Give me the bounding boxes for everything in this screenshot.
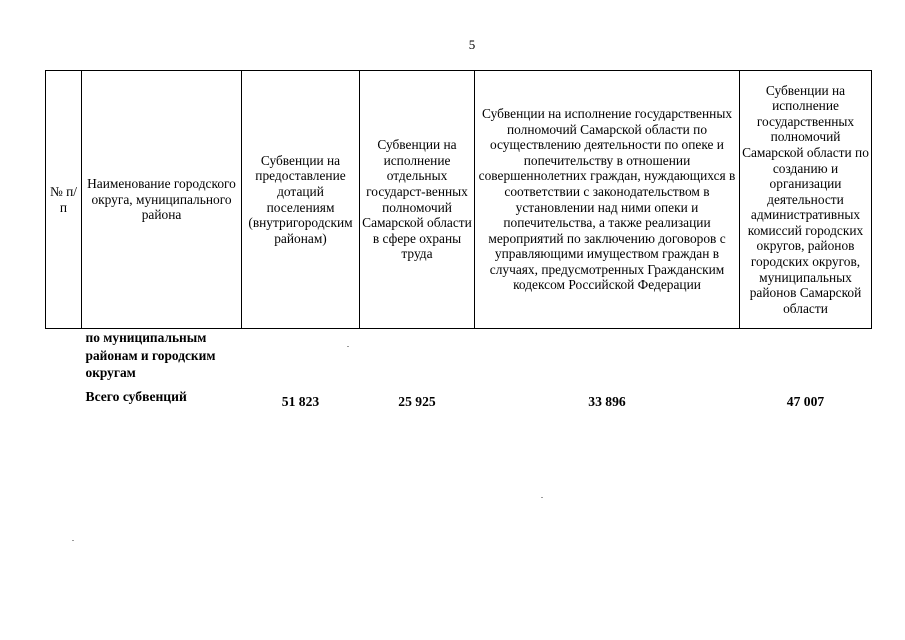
header-name: Наименование городского округа, муниципального района bbox=[82, 71, 242, 329]
header-subsidy-labor-protection: Субвенции на исполнение отдельных государст-венных полномочий Самарской области в сфере охраны труда bbox=[360, 71, 475, 329]
section-num-cell bbox=[46, 329, 82, 382]
total-subsidy-guardianship: 33 896 bbox=[588, 393, 626, 409]
section-label: по муниципальным районам и городским округам bbox=[85, 330, 216, 380]
total-num-cell bbox=[46, 388, 82, 411]
total-subsidy-labor-protection: 25 925 bbox=[398, 393, 436, 409]
header-subsidy-guardianship: Субвенции на исполнение государственных полномочий Самарской области по осуществлению деятельности по опеке и попечительству в отношении совершеннолетних граждан, нуждающихся в соответствии с законодательством в установлении над ними опеки и попечительства, а также реализации мероприятий по заключению договоров с управляющими имуществом граждан в случаях, предусмотренных Гражданским кодексом Российской Федерации bbox=[475, 71, 740, 329]
subventions-table bbox=[45, 70, 872, 410]
total-subsidy-settlements: 51 823 bbox=[281, 393, 320, 409]
header-subsidy-settlements: Субвенции на предоставление дотаций поселениям (внутригородским районам) bbox=[242, 71, 360, 329]
total-row bbox=[46, 388, 872, 411]
header-num: № п/п bbox=[46, 71, 82, 329]
page-number: 5 bbox=[468, 37, 476, 52]
total-label: Всего субвенций bbox=[85, 388, 187, 404]
section-row bbox=[46, 329, 872, 382]
scan-speck bbox=[541, 497, 543, 498]
header-subsidy-admin-commissions: Субвенции на исполнение государственных полномочий Самарской области по созданию и организации деятельности административных комиссий городских округов, районов городских округов, муниципальных районов Самарской области bbox=[740, 71, 872, 329]
table-header-row bbox=[46, 71, 872, 329]
scan-speck bbox=[72, 540, 74, 541]
scan-speck bbox=[347, 346, 349, 347]
total-subsidy-admin-commissions: 47 007 bbox=[786, 393, 825, 409]
